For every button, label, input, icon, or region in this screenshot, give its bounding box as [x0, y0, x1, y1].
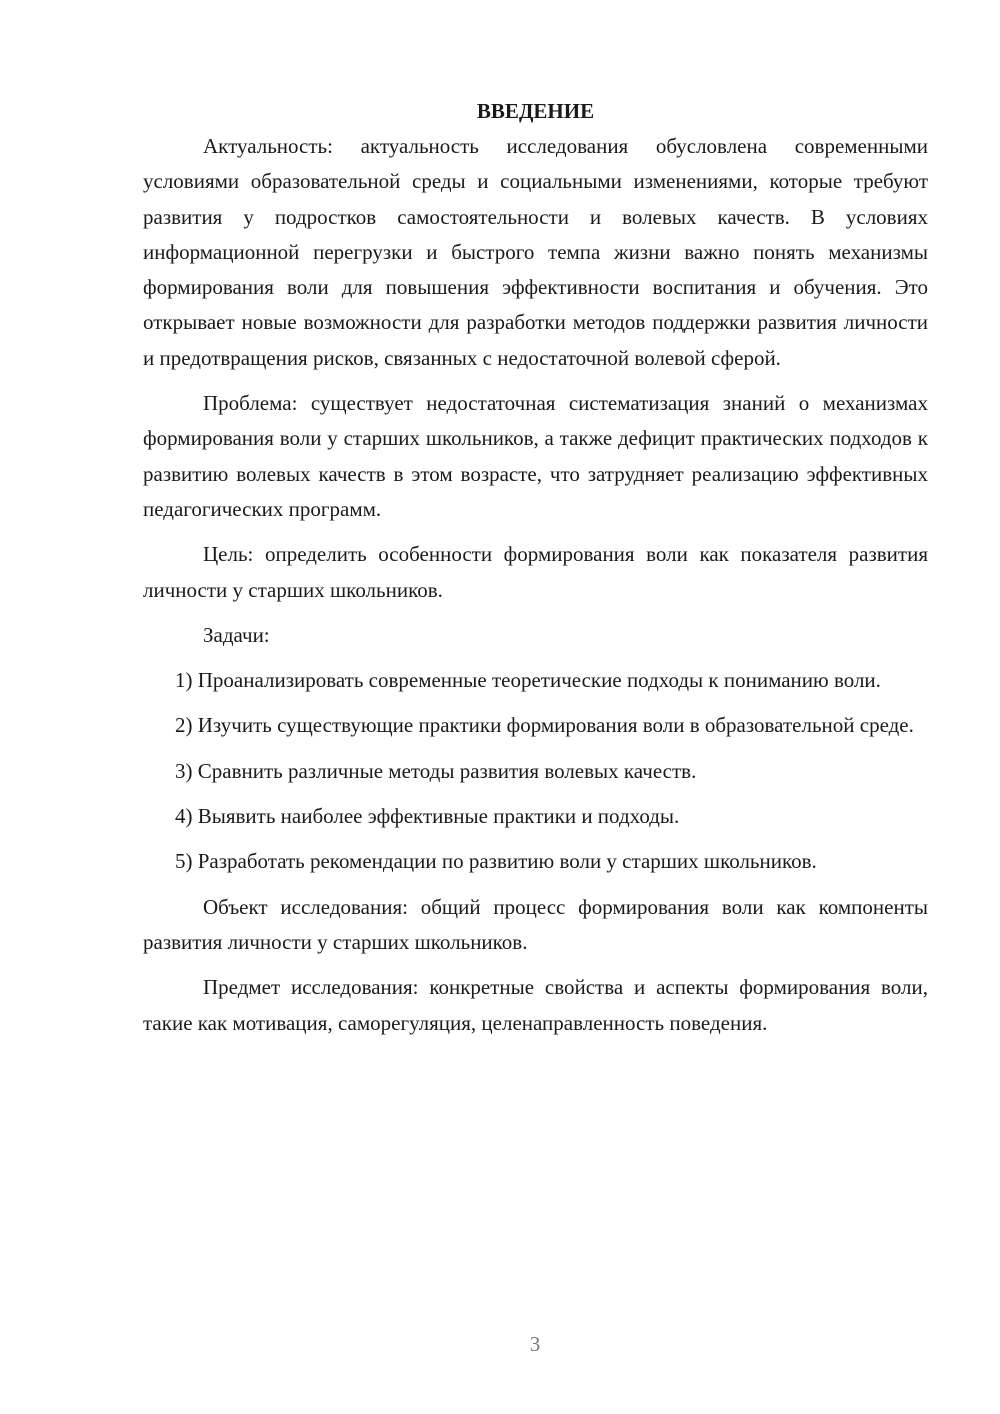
paragraph-relevance: Актуальность: актуальность исследования обусловлена современными условиями образовательной среды и социальными изменениями, которые требуют развития у подростков самостоятельности и волевых качеств. В условиях информационной перегрузки и быстрого темпа жизни важно понять механизмы формирования воли для повышения эффективности воспитания и обучения. Это открывает новые возможности для разработки методов поддержки развития личности и предотвращения рисков, связанных с недостаточной волевой сферой. — [143, 134, 928, 370]
paragraph-subject: Предмет исследования: конкретные свойства и аспекты формирования воли, такие как мотивация, саморегуляция, целенаправленность поведения. — [143, 975, 928, 1035]
task-item-2: 2) Изучить существующие практики формирования воли в образовательной среде. — [175, 713, 914, 738]
paragraph-problem: Проблема: существует недостаточная систематизация знаний о механизмах формирования воли у старших школьников, а также дефицит практических подходов к развитию волевых качеств в этом возрасте, что затрудняет реализацию эффективных педагогических программ. — [143, 391, 928, 521]
task-item-4: 4) Выявить наиболее эффективные практики и подходы. — [175, 804, 680, 829]
section-title: ВВЕДЕНИЕ — [476, 99, 595, 123]
paragraph-object: Объект исследования: общий процесс формирования воли как компоненты развития личности у старших школьников. — [143, 894, 928, 954]
task-item-1: 1) Проанализировать современные теоретические подходы к пониманию воли. — [175, 668, 881, 693]
paragraph-goal: Цель: определить особенности формирования воли как показателя развития личности у старших школьников. — [143, 542, 928, 602]
document-page — [143, 94, 928, 1041]
page-number: 3 — [529, 1332, 541, 1356]
task-item-5: 5) Разработать рекомендации по развитию воли у старших школьников. — [175, 849, 817, 874]
tasks-heading: Задачи: — [203, 622, 270, 647]
task-item-3: 3) Сравнить различные методы развития волевых качеств. — [175, 758, 697, 783]
